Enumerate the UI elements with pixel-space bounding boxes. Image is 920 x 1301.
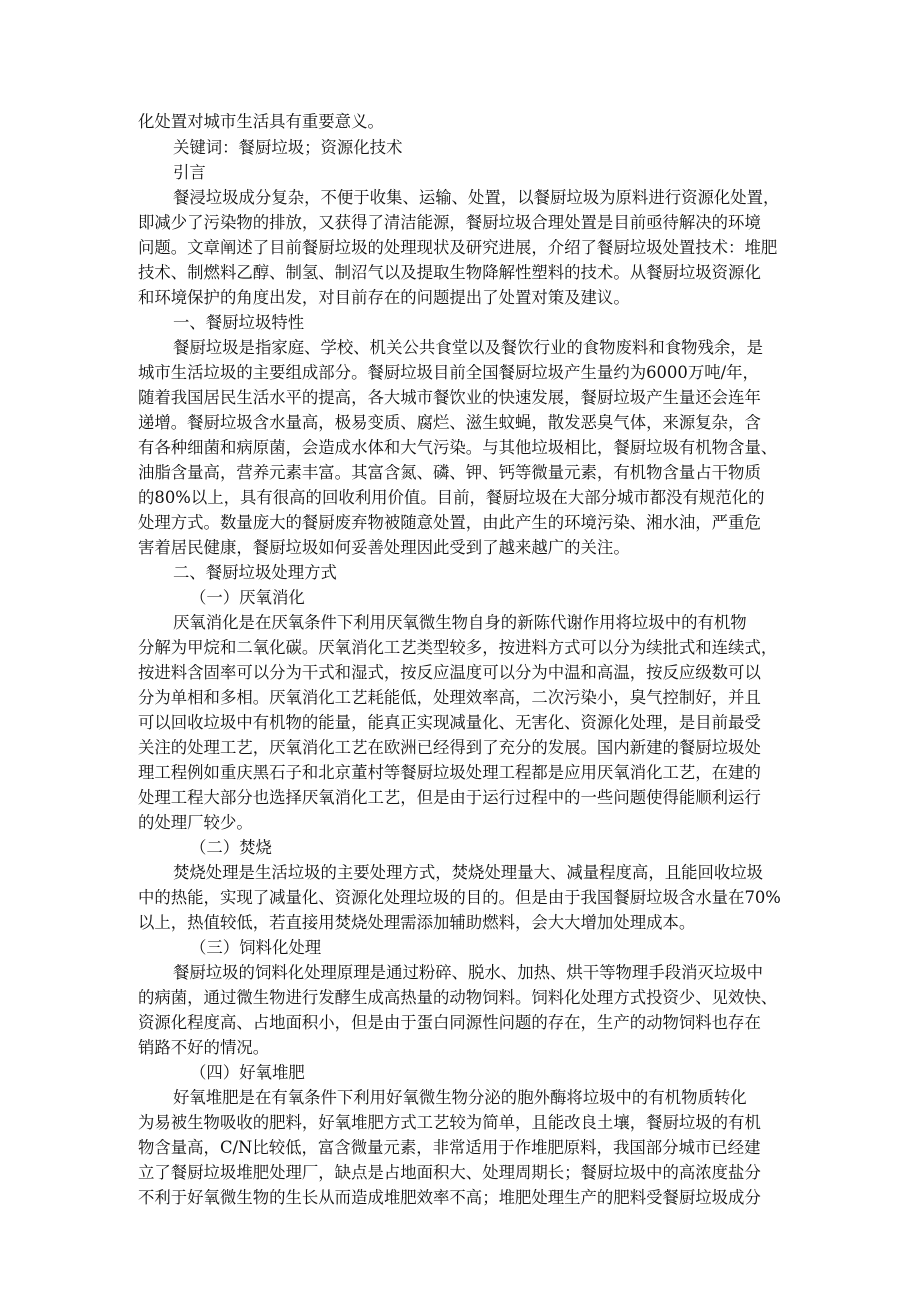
text-line: 随着我国居民生活水平的提高，各大城市餐饮业的快速发展，餐厨垃圾产生量还会连年 <box>138 388 761 407</box>
keywords-line: 关键词：餐厨垃圾；资源化技术 <box>173 138 403 157</box>
subsection-heading: （一）厌氧消化 <box>190 588 305 607</box>
text-line: 害着居民健康，餐厨垃圾如何妥善处理因此受到了越来越广的关注。 <box>138 538 630 557</box>
subsection-heading: （四）好氧堆肥 <box>190 1063 305 1082</box>
text-line: 油脂含量高，营养元素丰富。其富含氮、磷、钾、钙等微量元素，有机物含量占干物质 <box>138 463 761 482</box>
text-line: 有各种细菌和病原菌，会造成水体和大气污染。与其他垃圾相比，餐厨垃圾有机物含量、 <box>138 438 778 457</box>
text-line: 即减少了污染物的排放，又获得了清洁能源，餐厨垃圾合理处置是目前亟待解决的环境 <box>138 213 761 232</box>
section-heading: 二、餐厨垃圾处理方式 <box>173 563 337 582</box>
text-line: 物含量高，C/N比较低，富含微量元素，非常适用于作堆肥原料，我国部分城市已经建 <box>138 1138 761 1157</box>
text-line: 分为单相和多相。厌氧消化工艺耗能低，处理效率高，二次污染小，臭气控制好，并且 <box>138 688 761 707</box>
text-line: 餐浸垃圾成分复杂，不便于收集、运输、处置，以餐厨垃圾为原料进行资源化处置， <box>173 188 780 207</box>
text-line: 的80%以上，具有很高的回收利用价值。目前，餐厨垃圾在大部分城市都没有规范化的 <box>138 488 765 507</box>
text-line: 递增。餐厨垃圾含水量高，极易变质、腐烂、滋生蚊蝇，散发恶臭气体，来源复杂，含 <box>138 413 761 432</box>
subsection-heading: （二）焚烧 <box>190 838 272 857</box>
text-line: 化处置对城市生活具有重要意义。 <box>138 112 384 131</box>
section-heading: 一、餐厨垃圾特性 <box>173 313 305 332</box>
text-line: 分解为甲烷和二氧化碳。厌氧消化工艺类型较多，按进料方式可以分为续批式和连续式， <box>138 638 778 657</box>
text-line: 的处理厂较少。 <box>138 813 253 832</box>
text-line: 焚烧处理是生活垃圾的主要处理方式，焚烧处理量大、减量程度高，且能回收垃圾 <box>173 863 764 882</box>
text-line: 好氧堆肥是在有氧条件下利用好氧微生物分泌的胞外酶将垃圾中的有机物质转化 <box>173 1088 747 1107</box>
text-line: 理工程例如重庆黑石子和北京董村等餐厨垃圾处理工程都是应用厌氧消化工艺，在建的 <box>138 763 761 782</box>
text-line: 和环境保护的角度出发，对目前存在的问题提出了处置对策及建议。 <box>138 288 630 307</box>
text-line: 厌氧消化是在厌氧条件下利用厌氧微生物自身的新陈代谢作用将垃圾中的有机物 <box>173 613 747 632</box>
text-line: 技术、制燃料乙醇、制氢、制沼气以及提取生物降解性塑料的技术。从餐厨垃圾资源化 <box>138 263 761 282</box>
text-line: 可以回收垃圾中有机物的能量，能真正实现减量化、无害化、资源化处理，是目前最受 <box>138 713 761 732</box>
text-line: 以上，热值较低，若直接用焚烧处理需添加辅助燃料，会大大增加处理成本。 <box>138 913 696 932</box>
text-line: 为易被生物吸收的肥料，好氧堆肥方式工艺较为简单，且能改良土壤，餐厨垃圾的有机 <box>138 1113 761 1132</box>
text-line: 处理工程大部分也选择厌氧消化工艺，但是由于运行过程中的一些问题使得能顺利运行 <box>138 788 761 807</box>
text-line: 餐厨垃圾是指家庭、学校、机关公共食堂以及餐饮行业的食物废料和食物残余，是 <box>173 338 764 357</box>
text-line: 关注的处理工艺，厌氧消化工艺在欧洲已经得到了充分的发展。国内新建的餐厨垃圾处 <box>138 738 761 757</box>
text-line: 的病菌，通过微生物进行发酵生成高热量的动物饲料。饲料化处理方式投资少、见效快、 <box>138 988 778 1007</box>
text-line: 立了餐厨垃圾堆肥处理厂，缺点是占地面积大、处理周期长；餐厨垃圾中的高浓度盐分 <box>138 1163 761 1182</box>
text-line: 按进料含固率可以分为干式和湿式，按反应温度可以分为中温和高温，按反应级数可以 <box>138 663 761 682</box>
text-line: 中的热能，实现了减量化、资源化处理垃圾的目的。但是由于我国餐厨垃圾含水量在70% <box>138 888 781 907</box>
section-heading: 引言 <box>173 163 206 182</box>
text-line: 城市生活垃圾的主要组成部分。餐厨垃圾目前全国餐厨垃圾产生量约为6000万吨/年， <box>138 363 759 382</box>
text-line: 餐厨垃圾的饲料化处理原理是通过粉碎、脱水、加热、烘干等物理手段消灭垃圾中 <box>173 963 764 982</box>
text-line: 不利于好氧微生物的生长从而造成堆肥效率不高；堆肥处理生产的肥料受餐厨垃圾成分 <box>138 1188 761 1207</box>
text-line: 处理方式。数量庞大的餐厨废弃物被随意处置，由此产生的环境污染、湘水油，严重危 <box>138 513 761 532</box>
text-line: 资源化程度高、占地面积小，但是由于蛋白同源性问题的存在，生产的动物饲料也存在 <box>138 1013 761 1032</box>
subsection-heading: （三）饲料化处理 <box>190 938 322 957</box>
text-line: 销路不好的情况。 <box>138 1038 270 1057</box>
text-line: 问题。文章阐述了目前餐厨垃圾的处理现状及研究进展，介绍了餐厨垃圾处置技术：堆肥 <box>138 238 778 257</box>
